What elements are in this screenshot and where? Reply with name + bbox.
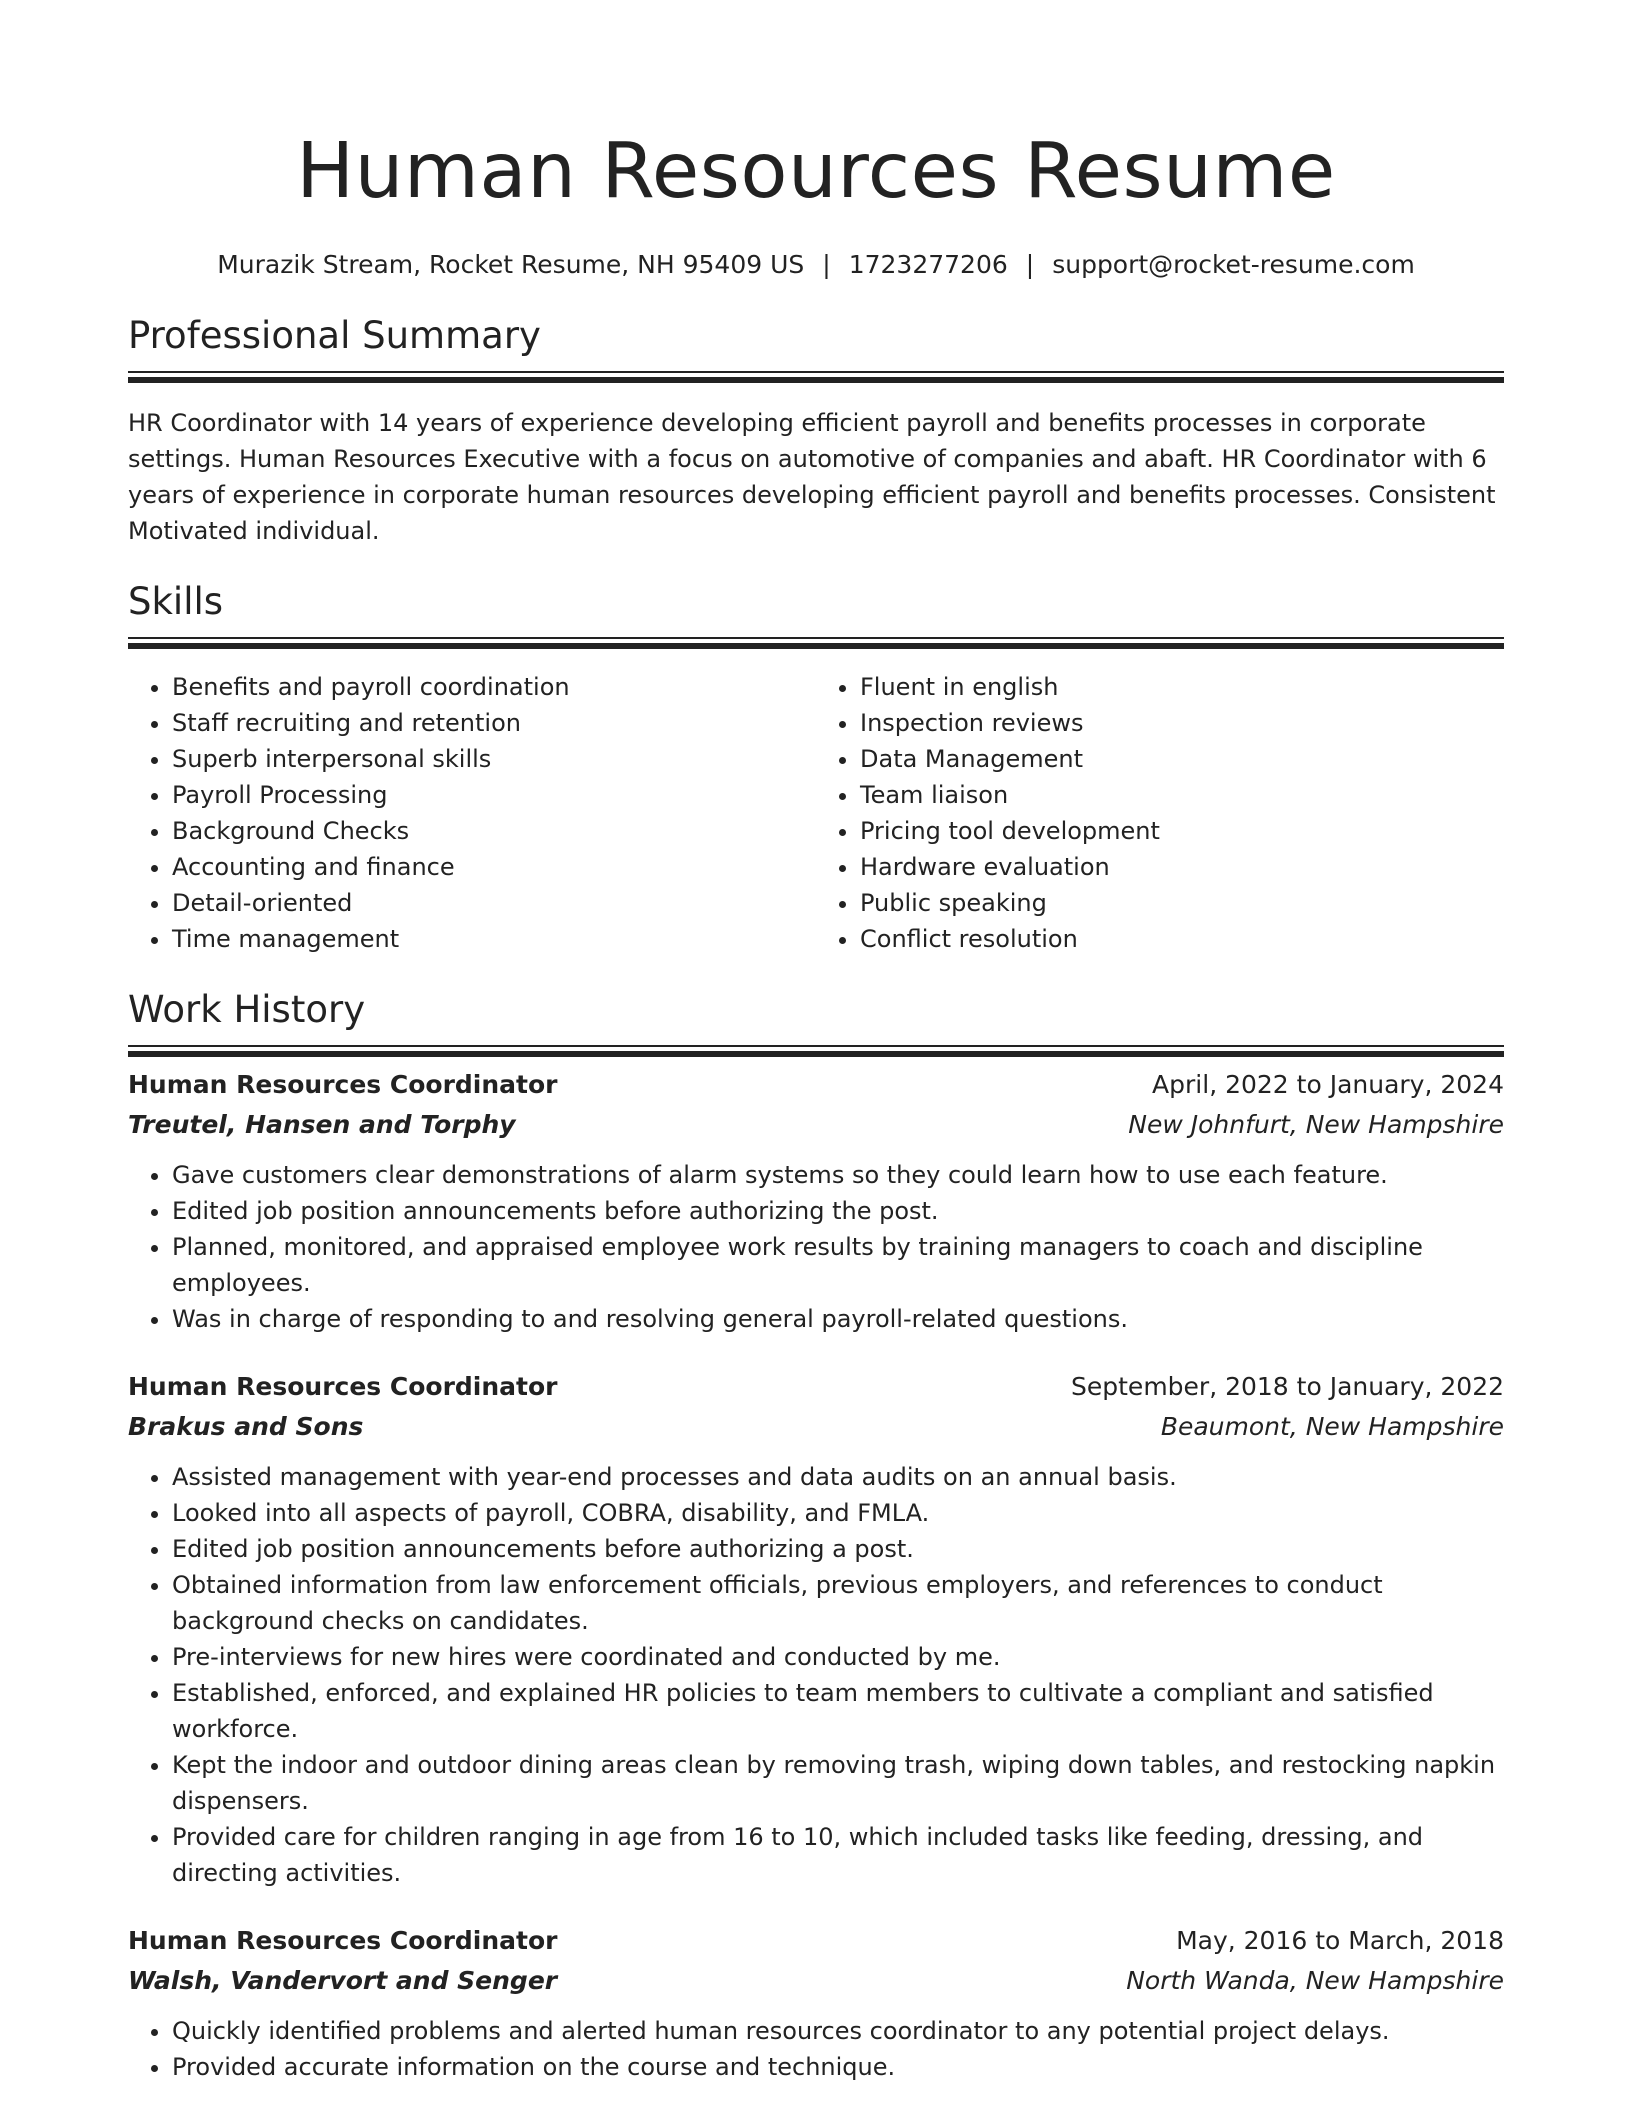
- job-company: Walsh, Vandervort and Senger: [128, 1966, 558, 1995]
- job-bullet: • Quickly identified problems and alerted human resources coordinator to any potential project delays.: [172, 2013, 1504, 2049]
- skill-item: • Fluent in english: [860, 669, 1504, 705]
- skill-item: • Detail-oriented: [172, 885, 816, 921]
- job-company: Brakus and Sons: [128, 1412, 364, 1441]
- skill-item: • Inspection reviews: [860, 705, 1504, 741]
- job-company-row: [128, 1961, 1504, 2001]
- contact-separator: |: [822, 250, 831, 279]
- skill-item: • Public speaking: [860, 885, 1504, 921]
- job-entry: [128, 1921, 1504, 2085]
- job-location: Beaumont, New Hampshire: [1160, 1412, 1504, 1441]
- job-bullet: • Provided care for children ranging in age from 16 to 10, which included tasks like feeding, dressing, and directing activities.: [172, 1819, 1504, 1891]
- job-bullet: • Edited job position announcements before authorizing a post.: [172, 1531, 1504, 1567]
- job-bullets: [128, 2013, 1504, 2085]
- skill-item: • Data Management: [860, 741, 1504, 777]
- job-bullet: • Obtained information from law enforcement officials, previous employers, and references to conduct background checks on candidates.: [172, 1567, 1504, 1639]
- job-dates: May, 2016 to March, 2018: [1176, 1926, 1504, 1955]
- job-title: Human Resources Coordinator: [128, 1070, 558, 1099]
- job-bullet: • Assisted management with year-end processes and data audits on an annual basis.: [172, 1459, 1504, 1495]
- skill-item: • Time management: [172, 921, 816, 957]
- skill-item: • Accounting and finance: [172, 849, 816, 885]
- job-entry: [128, 1065, 1504, 1337]
- job-dates: September, 2018 to January, 2022: [1071, 1372, 1504, 1401]
- skills-list-right: [816, 669, 1504, 957]
- job-bullet: • Was in charge of responding to and resolving general payroll-related questions.: [172, 1301, 1504, 1337]
- contact-address: Murazik Stream, Rocket Resume, NH 95409 US: [217, 250, 805, 279]
- work-history-section: [128, 987, 1504, 2085]
- job-bullet: • Gave customers clear demonstrations of alarm systems so they could learn how to use each feature.: [172, 1157, 1504, 1193]
- contact-line: [128, 248, 1504, 282]
- job-title: Human Resources Coordinator: [128, 1372, 558, 1401]
- job-bullet: • Planned, monitored, and appraised employee work results by training managers to coach and discipline employees.: [172, 1229, 1504, 1301]
- job-location: New Johnfurt, New Hampshire: [1128, 1110, 1504, 1139]
- skill-item: • Conflict resolution: [860, 921, 1504, 957]
- summary-heading: Professional Summary: [128, 314, 541, 357]
- section-divider: [128, 371, 1504, 373]
- resume-title: Human Resources Resume: [296, 127, 1336, 216]
- job-entry: [128, 1367, 1504, 1891]
- skills-list-left: [128, 669, 816, 957]
- job-bullet: • Pre-interviews for new hires were coordinated and conducted by me.: [172, 1639, 1504, 1675]
- job-company-row: [128, 1105, 1504, 1145]
- skill-item: • Staff recruiting and retention: [172, 705, 816, 741]
- skills-section: [128, 579, 1504, 957]
- job-header-row: [128, 1065, 1504, 1105]
- skill-item: • Superb interpersonal skills: [172, 741, 816, 777]
- summary-text: HR Coordinator with 14 years of experience developing efficient payroll and benefits processes in corporate settings. Human Resources Executive with a focus on automotive of companies and abaft. HR Coordinator with 6 years of experience in corporate human resources developing efficient payroll and benefits processes. Consistent Motivated individual.: [128, 409, 1496, 545]
- skill-item: • Pricing tool development: [860, 813, 1504, 849]
- skill-item: • Hardware evaluation: [860, 849, 1504, 885]
- job-header-row: [128, 1367, 1504, 1407]
- job-title: Human Resources Coordinator: [128, 1926, 558, 1955]
- job-dates: April, 2022 to January, 2024: [1152, 1070, 1504, 1099]
- job-bullet: • Provided accurate information on the course and technique.: [172, 2049, 1504, 2085]
- job-bullet: • Looked into all aspects of payroll, COBRA, disability, and FMLA.: [172, 1495, 1504, 1531]
- job-header-row: [128, 1921, 1504, 1961]
- summary-section: [128, 313, 1504, 549]
- skill-item: • Payroll Processing: [172, 777, 816, 813]
- skill-item: • Background Checks: [172, 813, 816, 849]
- job-bullet: • Kept the indoor and outdoor dining areas clean by removing trash, wiping down tables, and restocking napkin dispensers.: [172, 1747, 1504, 1819]
- work-history-heading: Work History: [128, 988, 366, 1031]
- job-bullets: [128, 1459, 1504, 1891]
- job-bullets: [128, 1157, 1504, 1337]
- job-company-row: [128, 1407, 1504, 1447]
- skill-item: • Team liaison: [860, 777, 1504, 813]
- resume-page: [128, 0, 1504, 2085]
- job-bullet: • Established, enforced, and explained HR policies to team members to cultivate a compliant and satisfied workforce.: [172, 1675, 1504, 1747]
- contact-phone: 1723277206: [848, 250, 1008, 279]
- skills-heading: Skills: [128, 580, 224, 623]
- skill-item: • Benefits and payroll coordination: [172, 669, 816, 705]
- section-divider: [128, 1045, 1504, 1047]
- job-location: North Wanda, New Hampshire: [1126, 1966, 1504, 1995]
- contact-email[interactable]: support@rocket-resume.com: [1052, 250, 1415, 279]
- job-bullet: • Edited job position announcements before authorizing the post.: [172, 1193, 1504, 1229]
- skills-grid: [128, 669, 1504, 957]
- contact-separator: |: [1025, 250, 1035, 279]
- section-divider: [128, 637, 1504, 639]
- job-company: Treutel, Hansen and Torphy: [128, 1110, 516, 1139]
